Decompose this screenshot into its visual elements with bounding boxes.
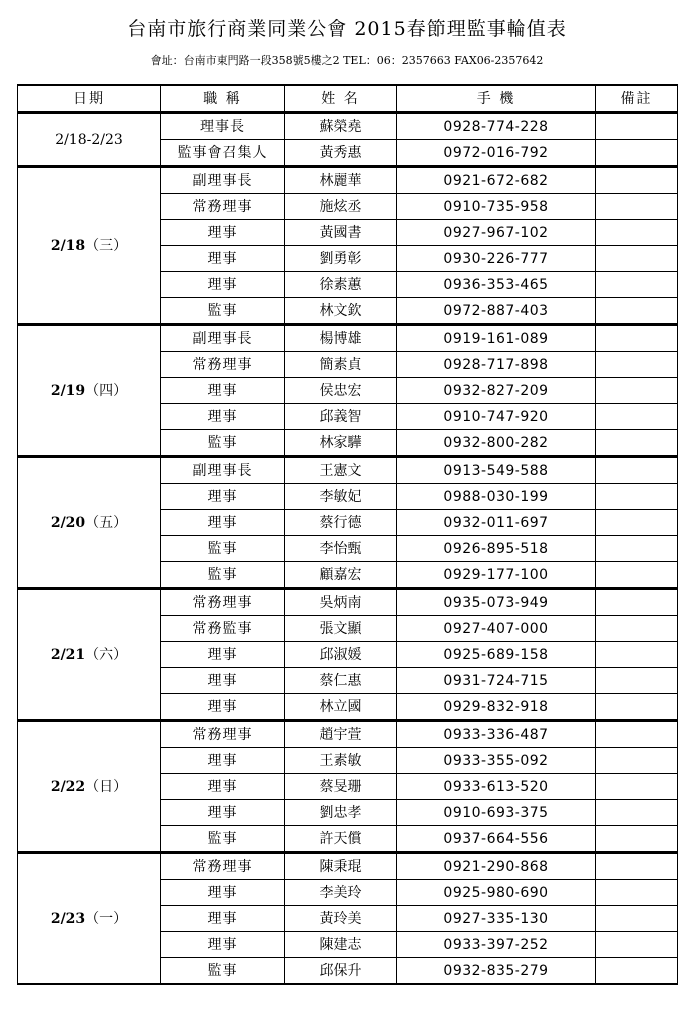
mobile-phone-cell: 0926-895-518 [397, 536, 596, 562]
member-name-cell: 邱義智 [285, 404, 397, 430]
mobile-phone-cell: 0921-672-682 [397, 167, 596, 194]
position-title-cell: 常務監事 [161, 616, 285, 642]
member-name-cell: 簡素貞 [285, 352, 397, 378]
remarks-cell [596, 774, 678, 800]
remarks-cell [596, 853, 678, 880]
position-title-cell: 副理事長 [161, 325, 285, 352]
document-title: 台南市旅行商業同業公會 2015春節理監事輪值表 [127, 18, 567, 40]
mobile-phone-cell: 0988-030-199 [397, 484, 596, 510]
date-cell [18, 167, 161, 325]
date-cell [18, 589, 161, 721]
member-name-cell: 侯忠宏 [285, 378, 397, 404]
association-address: 會址：台南市東門路一段358號5樓之2 TEL：06：2357663 FAX06-2357642 [150, 54, 544, 67]
remarks-cell [596, 430, 678, 457]
position-title-cell: 常務理事 [161, 853, 285, 880]
column-header-mobile: 手 機 [397, 85, 596, 113]
remarks-cell [596, 325, 678, 352]
date-cell [18, 721, 161, 853]
mobile-phone-cell: 0927-335-130 [397, 906, 596, 932]
position-title-cell: 副理事長 [161, 167, 285, 194]
mobile-phone-cell: 0937-664-556 [397, 826, 596, 853]
date-label: 2/20 [50, 514, 86, 531]
weekday-label: （日） [85, 778, 128, 795]
member-name-cell: 蔡旻珊 [285, 774, 397, 800]
remarks-cell [596, 721, 678, 748]
remarks-cell [596, 616, 678, 642]
member-name-cell: 林麗華 [285, 167, 397, 194]
position-title-cell: 監事 [161, 430, 285, 457]
date-label: 2/21 [50, 646, 86, 663]
mobile-phone-cell: 0933-613-520 [397, 774, 596, 800]
remarks-cell [596, 880, 678, 906]
mobile-phone-cell: 0919-161-089 [397, 325, 596, 352]
mobile-phone-cell: 0931-724-715 [397, 668, 596, 694]
position-title-cell: 理事 [161, 694, 285, 721]
table-row [18, 167, 678, 194]
mobile-phone-cell: 0921-290-868 [397, 853, 596, 880]
mobile-phone-cell: 0927-407-000 [397, 616, 596, 642]
position-title-cell: 理事長 [161, 113, 285, 140]
position-title-cell: 監事 [161, 536, 285, 562]
table-row [18, 457, 678, 484]
mobile-phone-cell: 0910-735-958 [397, 194, 596, 220]
mobile-phone-cell: 0933-397-252 [397, 932, 596, 958]
remarks-cell [596, 194, 678, 220]
remarks-cell [596, 668, 678, 694]
remarks-cell [596, 246, 678, 272]
table-row [18, 589, 678, 616]
remarks-cell [596, 352, 678, 378]
remarks-cell [596, 140, 678, 167]
mobile-phone-cell: 0927-967-102 [397, 220, 596, 246]
column-header-remarks: 備註 [596, 85, 678, 113]
mobile-phone-cell: 0933-336-487 [397, 721, 596, 748]
member-name-cell: 李怡甄 [285, 536, 397, 562]
member-name-cell: 張文顯 [285, 616, 397, 642]
table-header-row [18, 85, 678, 113]
weekday-label: （四） [85, 382, 128, 399]
position-title-cell: 常務理事 [161, 589, 285, 616]
table-row [18, 113, 678, 140]
member-name-cell: 黃玲美 [285, 906, 397, 932]
duty-roster-table [17, 84, 678, 985]
remarks-cell [596, 510, 678, 536]
weekday-label: （一） [85, 910, 128, 927]
weekday-label: （三） [85, 237, 128, 254]
member-name-cell: 王憲文 [285, 457, 397, 484]
remarks-cell [596, 826, 678, 853]
member-name-cell: 林立國 [285, 694, 397, 721]
mobile-phone-cell: 0936-353-465 [397, 272, 596, 298]
member-name-cell: 施炫丞 [285, 194, 397, 220]
date-label: 2/19 [50, 382, 86, 399]
mobile-phone-cell: 0910-747-920 [397, 404, 596, 430]
remarks-cell [596, 589, 678, 616]
member-name-cell: 蔡行德 [285, 510, 397, 536]
date-cell [18, 853, 161, 985]
position-title-cell: 理事 [161, 800, 285, 826]
position-title-cell: 監事 [161, 958, 285, 985]
member-name-cell: 劉勇彰 [285, 246, 397, 272]
mobile-phone-cell: 0925-980-690 [397, 880, 596, 906]
weekday-label: （五） [85, 514, 128, 531]
mobile-phone-cell: 0913-549-588 [397, 457, 596, 484]
member-name-cell: 陳建志 [285, 932, 397, 958]
remarks-cell [596, 800, 678, 826]
weekday-label: （六） [85, 646, 128, 663]
remarks-cell [596, 457, 678, 484]
position-title-cell: 理事 [161, 272, 285, 298]
column-header-title: 職 稱 [161, 85, 285, 113]
position-title-cell: 理事 [161, 880, 285, 906]
member-name-cell: 楊博雄 [285, 325, 397, 352]
member-name-cell: 顧嘉宏 [285, 562, 397, 589]
date-label: 2/18 [50, 237, 86, 254]
table-row [18, 721, 678, 748]
mobile-phone-cell: 0972-887-403 [397, 298, 596, 325]
date-label: 2/23 [50, 910, 86, 927]
table-row [18, 853, 678, 880]
mobile-phone-cell: 0910-693-375 [397, 800, 596, 826]
position-title-cell: 監事 [161, 826, 285, 853]
position-title-cell: 常務理事 [161, 194, 285, 220]
remarks-cell [596, 642, 678, 668]
position-title-cell: 理事 [161, 378, 285, 404]
position-title-cell: 理事 [161, 246, 285, 272]
date-cell [18, 325, 161, 457]
position-title-cell: 常務理事 [161, 352, 285, 378]
remarks-cell [596, 167, 678, 194]
mobile-phone-cell: 0925-689-158 [397, 642, 596, 668]
member-name-cell: 陳秉琨 [285, 853, 397, 880]
remarks-cell [596, 220, 678, 246]
mobile-phone-cell: 0928-717-898 [397, 352, 596, 378]
position-title-cell: 理事 [161, 932, 285, 958]
remarks-cell [596, 298, 678, 325]
member-name-cell: 徐素蕙 [285, 272, 397, 298]
member-name-cell: 林文欽 [285, 298, 397, 325]
position-title-cell: 理事 [161, 510, 285, 536]
position-title-cell: 理事 [161, 404, 285, 430]
position-title-cell: 理事 [161, 748, 285, 774]
remarks-cell [596, 694, 678, 721]
position-title-cell: 理事 [161, 642, 285, 668]
mobile-phone-cell: 0933-355-092 [397, 748, 596, 774]
position-title-cell: 理事 [161, 774, 285, 800]
member-name-cell: 許天償 [285, 826, 397, 853]
mobile-phone-cell: 0932-835-279 [397, 958, 596, 985]
column-header-date: 日期 [18, 85, 161, 113]
date-cell [18, 113, 161, 167]
member-name-cell: 趙宇萱 [285, 721, 397, 748]
position-title-cell: 副理事長 [161, 457, 285, 484]
mobile-phone-cell: 0932-800-282 [397, 430, 596, 457]
mobile-phone-cell: 0972-016-792 [397, 140, 596, 167]
date-label: 2/18-2/23 [55, 131, 123, 148]
position-title-cell: 理事 [161, 668, 285, 694]
column-header-name: 姓 名 [285, 85, 397, 113]
member-name-cell: 王素敏 [285, 748, 397, 774]
remarks-cell [596, 906, 678, 932]
remarks-cell [596, 113, 678, 140]
remarks-cell [596, 748, 678, 774]
mobile-phone-cell: 0932-011-697 [397, 510, 596, 536]
position-title-cell: 理事 [161, 220, 285, 246]
position-title-cell: 常務理事 [161, 721, 285, 748]
member-name-cell: 黃秀惠 [285, 140, 397, 167]
mobile-phone-cell: 0929-832-918 [397, 694, 596, 721]
mobile-phone-cell: 0930-226-777 [397, 246, 596, 272]
position-title-cell: 監事 [161, 562, 285, 589]
position-title-cell: 理事 [161, 484, 285, 510]
mobile-phone-cell: 0928-774-228 [397, 113, 596, 140]
date-cell [18, 457, 161, 589]
remarks-cell [596, 272, 678, 298]
member-name-cell: 李敏妃 [285, 484, 397, 510]
remarks-cell [596, 562, 678, 589]
member-name-cell: 劉忠孝 [285, 800, 397, 826]
member-name-cell: 林家驊 [285, 430, 397, 457]
date-label: 2/22 [50, 778, 86, 795]
member-name-cell: 吳炳南 [285, 589, 397, 616]
remarks-cell [596, 536, 678, 562]
remarks-cell [596, 484, 678, 510]
position-title-cell: 監事會召集人 [161, 140, 285, 167]
member-name-cell: 黃國書 [285, 220, 397, 246]
mobile-phone-cell: 0935-073-949 [397, 589, 596, 616]
member-name-cell: 蘇榮堯 [285, 113, 397, 140]
roster-body [18, 113, 678, 985]
remarks-cell [596, 958, 678, 985]
mobile-phone-cell: 0932-827-209 [397, 378, 596, 404]
member-name-cell: 李美玲 [285, 880, 397, 906]
table-row [18, 325, 678, 352]
remarks-cell [596, 378, 678, 404]
remarks-cell [596, 932, 678, 958]
member-name-cell: 邱保升 [285, 958, 397, 985]
member-name-cell: 邱淑媛 [285, 642, 397, 668]
mobile-phone-cell: 0929-177-100 [397, 562, 596, 589]
remarks-cell [596, 404, 678, 430]
position-title-cell: 監事 [161, 298, 285, 325]
member-name-cell: 蔡仁惠 [285, 668, 397, 694]
position-title-cell: 理事 [161, 906, 285, 932]
